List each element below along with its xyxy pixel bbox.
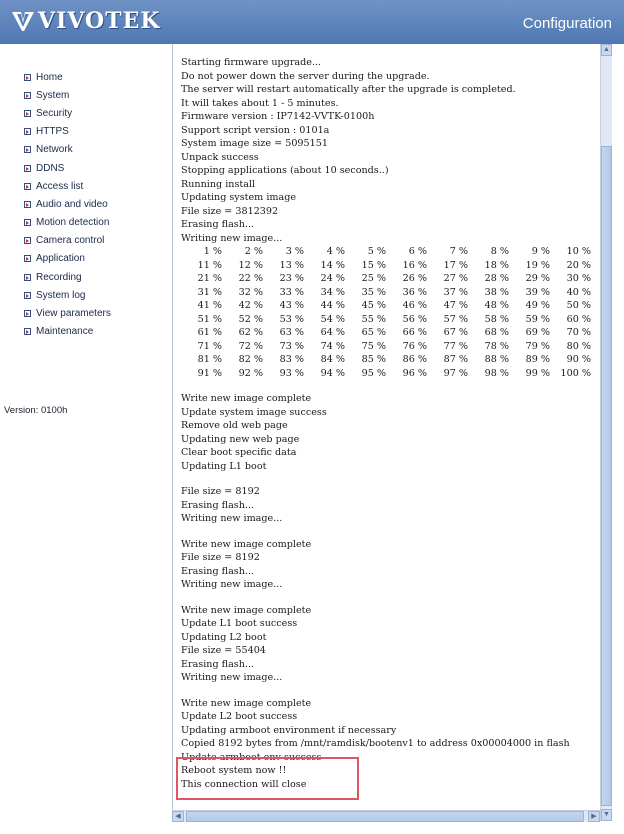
progress-value: 14 % [320, 259, 345, 271]
progress-value: 34 % [320, 286, 345, 298]
nav-item-view-parameters[interactable] [24, 304, 111, 322]
progress-value: 100 % [560, 367, 591, 379]
nav-item-audio-and-video[interactable] [24, 195, 111, 213]
log-line: Update L1 boot success [181, 618, 298, 629]
nav-item-label: HTTPS [36, 126, 69, 138]
progress-value: 46 % [402, 300, 427, 311]
progress-value: 28 % [484, 273, 509, 284]
progress-value: 7 % [449, 246, 468, 257]
progress-value: 96 % [402, 367, 427, 379]
nav-item-label: Motion detection [36, 217, 110, 229]
progress-value: 55 % [361, 313, 386, 325]
progress-value: 81 % [197, 354, 222, 365]
progress-value: 98 % [484, 367, 509, 379]
progress-value: 85 % [361, 354, 386, 365]
scroll-up-button[interactable]: ▲ [601, 44, 612, 56]
log-line: Erasing flash... [181, 499, 255, 511]
log-line: Update L2 boot success [181, 711, 298, 722]
nav-item-label: Audio and video [36, 198, 108, 210]
progress-value: 4 % [326, 246, 345, 257]
log-line: File size = 8192 [181, 486, 260, 497]
progress-value: 38 % [484, 286, 509, 298]
progress-value: 25 % [361, 273, 386, 284]
progress-value: 72 % [238, 340, 263, 352]
nav-item-motion-detection[interactable] [24, 214, 111, 232]
progress-value: 57 % [443, 313, 468, 325]
progress-value: 59 % [525, 313, 550, 325]
progress-value: 89 % [525, 354, 550, 365]
highlight-box [176, 757, 359, 800]
log-line: Erasing flash... [181, 219, 255, 230]
progress-value: 10 % [566, 246, 591, 257]
progress-value: 68 % [484, 327, 509, 338]
arrow-square-icon [24, 310, 31, 317]
nav-item-https[interactable] [24, 123, 111, 141]
nav-item-label: Access list [36, 180, 84, 192]
log-line: Clear boot specific data [181, 447, 297, 458]
log-line: Update system image success [181, 406, 327, 418]
arrow-square-icon [24, 74, 31, 81]
progress-row [181, 313, 605, 327]
progress-value: 52 % [238, 313, 263, 325]
progress-value: 22 % [238, 273, 263, 284]
progress-value: 93 % [279, 367, 304, 379]
log-line: Running install [181, 178, 256, 190]
log-line: Updating new web page [181, 433, 300, 445]
arrow-square-icon [24, 183, 31, 190]
progress-value: 75 % [361, 340, 386, 352]
log-line: Writing new image... [181, 232, 283, 244]
progress-value: 45 % [361, 300, 386, 311]
progress-value: 44 % [320, 300, 345, 311]
log-line: Copied 8192 bytes from /mnt/ramdisk/bootenv1 to address 0x00004000 in flash [181, 738, 570, 749]
nav-item-network[interactable] [24, 141, 111, 159]
progress-value: 9 % [531, 246, 550, 257]
arrow-square-icon [24, 292, 31, 299]
nav-item-label: DDNS [36, 162, 65, 174]
progress-value: 5 % [367, 246, 386, 257]
progress-value: 63 % [279, 327, 304, 338]
vivotek-logo[interactable] [10, 8, 160, 34]
progress-value: 67 % [443, 327, 468, 338]
version-label: Version: 0100h [4, 405, 68, 416]
progress-value: 49 % [525, 300, 550, 311]
progress-value: 62 % [238, 327, 263, 338]
progress-value: 39 % [525, 286, 550, 298]
progress-value: 36 % [402, 286, 427, 298]
progress-value: 26 % [402, 273, 427, 284]
nav-item-application[interactable] [24, 250, 111, 268]
nav-item-system[interactable] [24, 86, 111, 104]
arrow-square-icon [24, 201, 31, 208]
log-gap [181, 380, 605, 392]
progress-value: 99 % [525, 367, 550, 379]
progress-value: 27 % [443, 273, 468, 284]
progress-value: 73 % [279, 340, 304, 352]
log-gap [181, 526, 605, 538]
log-line: Update armboot env success [181, 751, 322, 763]
log-line: Write new image complete [181, 697, 312, 709]
nav-item-label: Home [36, 71, 63, 83]
nav-item-label: System [36, 89, 70, 101]
progress-value: 24 % [320, 273, 345, 284]
nav-item-ddns[interactable] [24, 159, 111, 177]
log-line: Write new image complete [181, 393, 312, 404]
progress-value: 13 % [279, 259, 304, 271]
progress-row [181, 272, 605, 286]
progress-value: 54 % [320, 313, 345, 325]
progress-value: 79 % [525, 340, 550, 352]
progress-value: 84 % [320, 354, 345, 365]
progress-value: 19 % [525, 259, 550, 271]
progress-value: 70 % [566, 327, 591, 338]
arrow-square-icon [24, 219, 31, 226]
arrow-square-icon [24, 328, 31, 335]
progress-value: 83 % [279, 354, 304, 365]
nav-list [24, 68, 111, 341]
page-title: Configuration [522, 15, 612, 32]
arrow-square-icon [24, 128, 31, 135]
log-line: Unpack success [181, 151, 259, 163]
nav-item-system-log[interactable] [24, 286, 111, 304]
upgrade-log [181, 56, 605, 791]
log-line: Writing new image... [181, 579, 283, 590]
log-gap [181, 685, 605, 697]
nav-item-label: Maintenance [36, 326, 94, 338]
progress-value: 86 % [402, 354, 427, 365]
nav-item-maintenance[interactable] [24, 323, 111, 341]
progress-value: 94 % [320, 367, 345, 379]
progress-value: 15 % [361, 259, 386, 271]
progress-value: 2 % [244, 246, 263, 257]
arrow-square-icon [24, 146, 31, 153]
header-bar [0, 0, 624, 44]
progress-value: 1 % [203, 246, 222, 257]
progress-value: 21 % [197, 273, 222, 284]
progress-value: 43 % [279, 300, 304, 311]
progress-value: 32 % [238, 286, 263, 298]
arrow-square-icon [24, 237, 31, 244]
nav-item-label: Network [36, 144, 73, 156]
progress-value: 82 % [238, 354, 263, 365]
nav-item-access-list[interactable] [24, 177, 111, 195]
scroll-down-button[interactable]: ▼ [601, 809, 612, 821]
progress-value: 76 % [402, 340, 427, 352]
log-line: Updating L2 boot [181, 631, 267, 643]
nav-item-home[interactable] [24, 68, 111, 86]
progress-value: 88 % [484, 354, 509, 365]
log-line: Starting firmware upgrade... [181, 57, 322, 68]
progress-value: 65 % [361, 327, 386, 338]
log-line: Erasing flash... [181, 565, 255, 577]
progress-value: 37 % [443, 286, 468, 298]
progress-value: 30 % [566, 273, 591, 284]
upgrade-log-frame [172, 44, 612, 822]
progress-value: 51 % [197, 313, 222, 325]
log-line: Updating armboot environment if necessary [181, 724, 397, 736]
progress-value: 8 % [490, 246, 509, 257]
vertical-scroll-thumb[interactable] [601, 146, 612, 806]
nav-item-label: System log [36, 289, 86, 301]
progress-value: 69 % [525, 327, 550, 338]
progress-row [181, 299, 605, 313]
log-line: It will takes about 1 - 5 minutes. [181, 97, 339, 109]
log-line: Remove old web page [181, 420, 288, 431]
log-line: Stopping applications (about 10 seconds..) [181, 165, 389, 176]
progress-value: 95 % [361, 367, 386, 379]
nav-item-label: View parameters [36, 308, 111, 320]
logo-mark-icon [10, 8, 36, 34]
horizontal-scroll-thumb[interactable] [186, 811, 584, 822]
log-gap [181, 473, 605, 485]
progress-value: 42 % [238, 300, 263, 311]
progress-value: 48 % [484, 300, 509, 311]
log-line: This connection will close [181, 778, 307, 790]
log-line: Write new image complete [181, 538, 312, 550]
progress-value: 6 % [408, 246, 427, 257]
arrow-square-icon [24, 274, 31, 281]
arrow-square-icon [24, 92, 31, 99]
progress-value: 31 % [197, 286, 222, 298]
progress-row [181, 326, 605, 340]
progress-value: 20 % [566, 259, 591, 271]
progress-value: 50 % [566, 300, 591, 311]
log-line: File size = 55404 [181, 645, 266, 656]
log-line: System image size = 5095151 [181, 138, 328, 149]
progress-row [181, 245, 605, 259]
scroll-left-button[interactable]: ◀ [172, 811, 184, 822]
progress-value: 56 % [402, 313, 427, 325]
progress-value: 58 % [484, 313, 509, 325]
nav-item-recording[interactable] [24, 268, 111, 286]
progress-value: 61 % [197, 327, 222, 338]
progress-value: 87 % [443, 354, 468, 365]
nav-item-camera-control[interactable] [24, 232, 111, 250]
progress-value: 80 % [566, 340, 591, 352]
log-gap [181, 592, 605, 604]
progress-value: 11 % [197, 259, 222, 271]
progress-value: 33 % [279, 286, 304, 298]
horizontal-scrollbar[interactable] [172, 810, 600, 822]
nav-item-label: Camera control [36, 235, 105, 247]
vertical-scrollbar[interactable] [600, 44, 612, 821]
log-line: The server will restart automatically after the upgrade is completed. [181, 84, 516, 95]
log-line: File size = 8192 [181, 552, 260, 563]
progress-value: 77 % [443, 340, 468, 352]
progress-value: 29 % [525, 273, 550, 284]
scroll-right-button[interactable]: ▶ [588, 811, 600, 822]
progress-row [181, 353, 605, 367]
log-line: File size = 3812392 [181, 205, 279, 217]
log-line: Reboot system now !! [181, 765, 287, 776]
nav-item-label: Application [36, 253, 85, 265]
progress-value: 90 % [566, 354, 591, 365]
progress-value: 60 % [566, 313, 591, 325]
progress-value: 23 % [279, 273, 304, 284]
progress-value: 18 % [484, 259, 509, 271]
progress-value: 3 % [285, 246, 304, 257]
progress-value: 53 % [279, 313, 304, 325]
arrow-square-icon [24, 110, 31, 117]
arrow-square-icon [24, 255, 31, 262]
log-line: Support script version : 0101a [181, 124, 330, 136]
progress-value: 17 % [443, 259, 468, 271]
progress-value: 40 % [566, 286, 591, 298]
nav-item-label: Recording [36, 271, 82, 283]
arrow-square-icon [24, 165, 31, 172]
progress-row [181, 286, 605, 300]
progress-value: 91 % [197, 367, 222, 379]
progress-value: 66 % [402, 327, 427, 338]
progress-value: 97 % [443, 367, 468, 379]
log-line: Updating system image [181, 192, 297, 203]
progress-value: 47 % [443, 300, 468, 311]
progress-value: 12 % [238, 259, 263, 271]
progress-value: 35 % [361, 286, 386, 298]
progress-value: 64 % [320, 327, 345, 338]
progress-value: 78 % [484, 340, 509, 352]
nav-item-label: Security [36, 107, 73, 119]
progress-value: 92 % [238, 367, 263, 379]
log-line: Erasing flash... [181, 658, 255, 670]
progress-value: 74 % [320, 340, 345, 352]
progress-row [181, 367, 605, 381]
log-line: Writing new image... [181, 513, 283, 524]
log-line: Write new image complete [181, 604, 312, 616]
progress-value: 41 % [197, 300, 222, 311]
nav-item-security[interactable] [24, 104, 111, 122]
log-line: Firmware version : IP7142-VVTK-0100h [181, 111, 375, 122]
log-line: Do not power down the server during the upgrade. [181, 70, 430, 82]
log-line: Writing new image... [181, 672, 283, 683]
progress-row [181, 340, 605, 354]
progress-value: 16 % [402, 259, 427, 271]
brand-name: VIVOTEK [38, 8, 161, 34]
log-line: Updating L1 boot [181, 460, 267, 472]
sidebar-nav [0, 44, 172, 834]
progress-value: 71 % [197, 340, 222, 352]
progress-row [181, 259, 605, 273]
